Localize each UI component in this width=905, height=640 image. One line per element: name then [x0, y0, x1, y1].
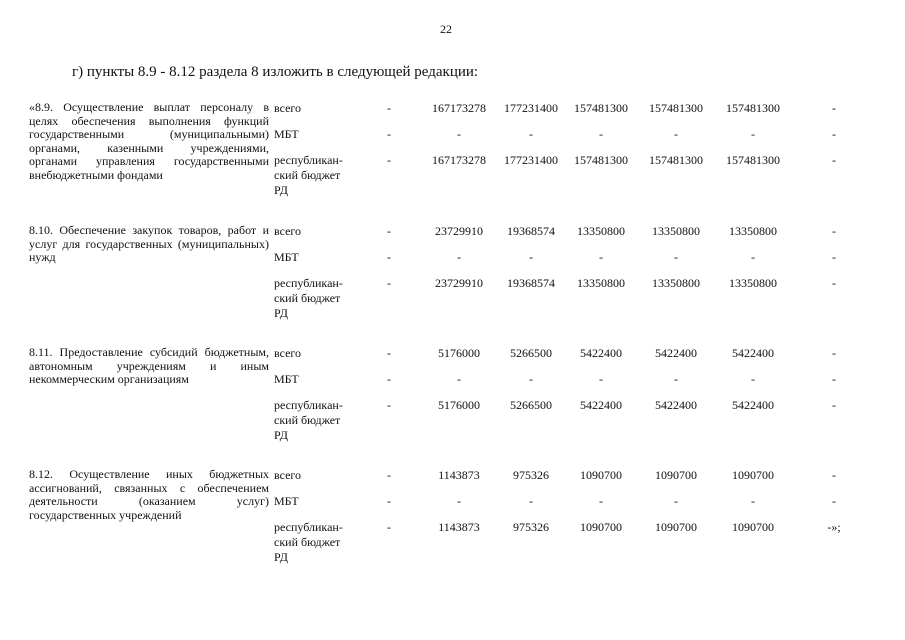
table-cell: -	[387, 398, 391, 412]
section-description: «8.9. Осуществление выплат персоналу в целях обеспечения выполнения функций государственными (муниципальными) органами, казенными учреждениями, органами управления государственными внебюджетными фондами	[29, 100, 269, 182]
funding-type-label: МБТ	[274, 250, 299, 264]
funding-type-label: МБТ	[274, 494, 299, 508]
table-cell: -	[832, 372, 836, 386]
table-cell: 5266500	[510, 346, 552, 360]
table-cell: 157481300	[649, 101, 703, 115]
section-description: 8.11. Предоставление субсидий бюджетным, автономным учреждениям и иным некоммерческим организациям	[29, 345, 269, 386]
table-cell: -	[387, 101, 391, 115]
funding-type-label: МБТ	[274, 372, 299, 386]
table-row	[29, 398, 859, 442]
funding-type-label: всего	[274, 101, 302, 115]
table-row	[29, 101, 859, 117]
table-cell: 5422400	[580, 398, 622, 412]
table-cell: -	[457, 372, 461, 386]
table-row	[29, 250, 859, 266]
table-cell: 5266500	[510, 398, 552, 412]
table-cell: -	[751, 372, 755, 386]
table-cell: -	[832, 224, 836, 238]
table-cell: -	[832, 276, 836, 290]
table-cell: 157481300	[649, 153, 703, 167]
table-cell: -	[832, 398, 836, 412]
table-cell: -	[599, 127, 603, 141]
section-description: 8.12. Осуществление иных бюджетных ассигнований, связанных с обеспечением деятельности (оказанием услуг) государственных учреждений	[29, 467, 269, 522]
table-cell: 5422400	[655, 398, 697, 412]
table-cell: 19368574	[507, 276, 555, 290]
table-row	[29, 468, 859, 484]
table-cell: 177231400	[504, 153, 558, 167]
table-row	[29, 224, 859, 240]
table-cell: -	[387, 520, 391, 534]
table-cell: -	[387, 372, 391, 386]
table-cell: 167173278	[432, 101, 486, 115]
table-cell: 23729910	[435, 224, 483, 238]
table-cell: -	[832, 127, 836, 141]
table-cell: 1090700	[655, 520, 697, 534]
table-cell: -	[751, 494, 755, 508]
table-cell: 1143873	[438, 468, 480, 482]
table-cell: 1090700	[580, 520, 622, 534]
table-cell: -	[674, 127, 678, 141]
table-cell: 177231400	[504, 101, 558, 115]
table-cell: 23729910	[435, 276, 483, 290]
table-cell: 1090700	[580, 468, 622, 482]
table-row	[29, 346, 859, 362]
table-cell: 157481300	[574, 153, 628, 167]
table-cell: -	[387, 468, 391, 482]
table-cell: -	[387, 224, 391, 238]
funding-type-label: МБТ	[274, 127, 299, 141]
table-cell: -	[457, 127, 461, 141]
table-cell: -	[674, 372, 678, 386]
table-cell: -	[387, 276, 391, 290]
table-cell: -	[674, 250, 678, 264]
table-cell: 1090700	[655, 468, 697, 482]
table-cell: -	[387, 153, 391, 167]
table-cell: -	[457, 494, 461, 508]
funding-type-label: республикан- ский бюджет РД	[274, 276, 343, 320]
funding-type-label: всего	[274, 346, 302, 360]
table-cell: 19368574	[507, 224, 555, 238]
table-cell: -	[832, 250, 836, 264]
table-cell: 13350800	[577, 224, 625, 238]
table-cell: -	[832, 468, 836, 482]
funding-type-label: всего	[274, 224, 302, 238]
section-description: 8.10. Обеспечение закупок товаров, работ и услуг для государственных (муниципальных) нужд	[29, 223, 269, 264]
table-cell: -	[457, 250, 461, 264]
table-cell: 13350800	[652, 224, 700, 238]
table-cell: 5422400	[580, 346, 622, 360]
table-cell: -	[387, 346, 391, 360]
table-row	[29, 276, 859, 320]
table-cell: -	[832, 346, 836, 360]
table-row	[29, 127, 859, 143]
table-cell: 5422400	[655, 346, 697, 360]
table-cell: 5176000	[438, 398, 480, 412]
table-cell: -	[751, 127, 755, 141]
table-cell: 13350800	[577, 276, 625, 290]
page-number: 22	[440, 22, 452, 36]
table-cell: 167173278	[432, 153, 486, 167]
table-cell: 157481300	[574, 101, 628, 115]
table-cell: -	[387, 127, 391, 141]
funding-type-label: республикан- ский бюджет РД	[274, 398, 343, 442]
table-cell: -	[529, 250, 533, 264]
table-cell: 157481300	[726, 101, 780, 115]
table-cell: -	[599, 494, 603, 508]
table-cell: -	[599, 250, 603, 264]
table-cell: 975326	[513, 468, 549, 482]
table-cell: 1090700	[732, 468, 774, 482]
table-row	[29, 494, 859, 510]
table-cell: -	[832, 494, 836, 508]
table-cell: 157481300	[726, 153, 780, 167]
table-cell: -	[529, 494, 533, 508]
table-cell: 5422400	[732, 398, 774, 412]
table-cell: 13350800	[652, 276, 700, 290]
table-cell: 975326	[513, 520, 549, 534]
table-cell: 5422400	[732, 346, 774, 360]
table-cell: 13350800	[729, 224, 777, 238]
table-cell: -	[751, 250, 755, 264]
funding-type-label: республикан- ский бюджет РД	[274, 520, 343, 564]
table-cell: -	[832, 153, 836, 167]
table-cell: -	[387, 494, 391, 508]
table-cell: 5176000	[438, 346, 480, 360]
funding-type-label: всего	[274, 468, 302, 482]
table-cell: 13350800	[729, 276, 777, 290]
table-row	[29, 372, 859, 388]
table-cell: -»;	[827, 520, 841, 534]
table-row	[29, 520, 859, 564]
funding-type-label: республикан- ский бюджет РД	[274, 153, 343, 197]
table-cell: -	[387, 250, 391, 264]
table-cell: -	[674, 494, 678, 508]
table-cell: -	[529, 127, 533, 141]
table-cell: -	[529, 372, 533, 386]
table-cell: 1143873	[438, 520, 480, 534]
table-cell: 1090700	[732, 520, 774, 534]
table-row	[29, 153, 859, 197]
intro-paragraph: г) пункты 8.9 - 8.12 раздела 8 изложить в следующей редакции:	[72, 64, 479, 80]
table-cell: -	[599, 372, 603, 386]
table-cell: -	[832, 101, 836, 115]
